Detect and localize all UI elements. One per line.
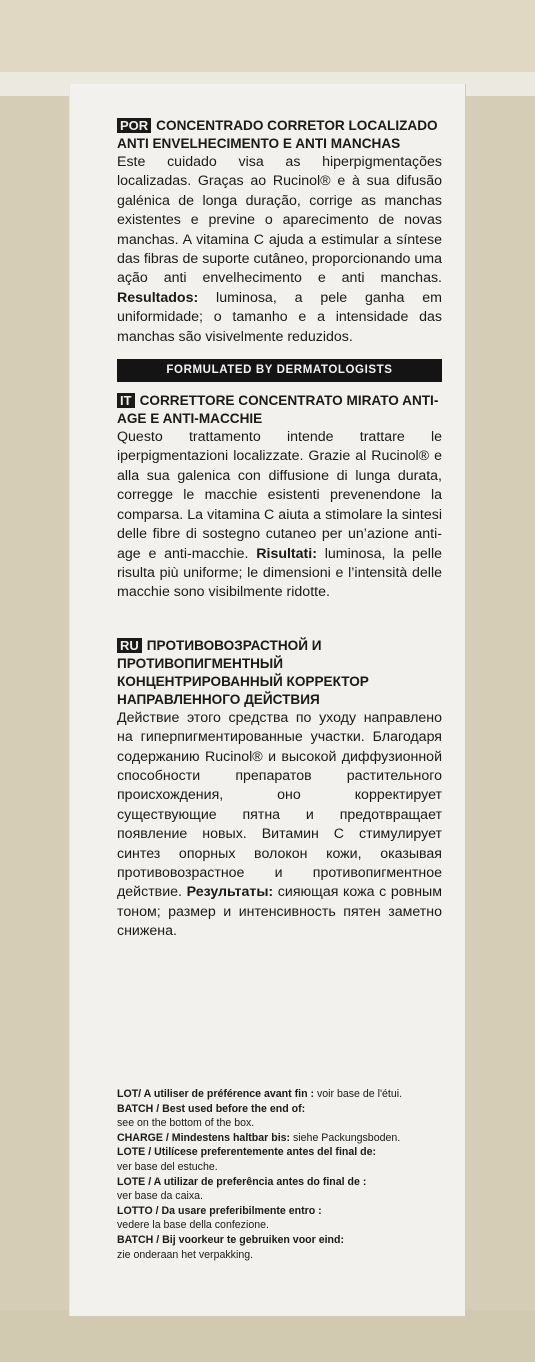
body-text: Действие этого средства по уходу направлено на гиперпигментированные участки. Благодаря содержанию Rucinol® и высокой диффузионной способности препаратов растительного происхождения, оно корректирует существующие пятна и предотвращает появление новых. Витамин С стимулирует синтез опорных волокон кожи, оказывая противовозрастное и противопигментное действие. (117, 709, 442, 901)
results-label: Resultados: (117, 289, 199, 306)
lot-line-it-label (117, 1204, 447, 1219)
lot-text-fr: voir base de l'étui. (314, 1088, 403, 1100)
body-text: Questo trattamento intende trattare le iperpigmentazioni localizzate. Grazie al Rucinol® e alla sua galenica con diffusione di lunga durata, corregge le macchie esistenti prevenendone la comparsa. La vitamina C aiuta a stimolare la sintesi delle fibre di sostegno cutaneo per un’azione anti-age e anti-macchie. (117, 429, 442, 562)
section-title (117, 392, 442, 428)
section-body (117, 709, 442, 942)
lot-label-it: LOTTO / Da usare preferibilmente entro : (117, 1204, 322, 1217)
lot-line-fr (117, 1087, 447, 1102)
lot-line-en-label (117, 1102, 447, 1117)
lot-label-nl: BATCH / Bij voorkeur te gebruiken voor eind: (117, 1233, 345, 1246)
lot-text-de: siehe Packungsboden. (290, 1131, 401, 1144)
results-text: сияющая кожа с ровным тоном; размер и интенсивность пятен заметно снижена. (117, 884, 442, 940)
language-tag-por: POR (117, 118, 151, 133)
box-bottom (0, 1310, 535, 1362)
section-body (117, 153, 442, 347)
results-label: Risultati: (256, 545, 317, 562)
section-title (117, 117, 442, 153)
lot-label-en: BATCH / Best used before the end of: (117, 1102, 306, 1115)
section-portuguese (117, 117, 442, 347)
lot-line-de (117, 1131, 447, 1146)
lot-line-nl-text: zie onderaan het verpakking. (117, 1248, 254, 1261)
label-content (117, 117, 442, 942)
section-title (117, 637, 442, 709)
lot-line-pt-text: ver base da caixa. (117, 1190, 203, 1203)
section-title-text: CONCENTRADO CORRETOR LOCALIZADO ANTI ENVELHECIMENTO E ANTI MANCHAS (117, 118, 438, 151)
section-russian (117, 637, 442, 942)
body-text: Este cuidado visa as hiperpigmentações localizadas. Graças ao Rucinol® e à sua difusão galénica de longa duração, corrige as manchas existentes e previne o aparecimento de novas manchas. A vitamina C ajuda a estimular a síntese das fibras de suporte cutâneo, proporcionando uma ação anti envelhecimento e anti manchas. (117, 154, 442, 287)
lot-label-es: LOTE / Utilícese preferentemente antes del final de: (117, 1146, 377, 1159)
lot-line-es-text: ver base del estuche. (117, 1160, 218, 1173)
lot-line-es-label (117, 1145, 447, 1160)
lot-label-fr: LOT/ A utiliser de préférence avant fin : (117, 1088, 315, 1100)
lot-label-pt: LOTE / A utilizar de preferência antes do final de : (117, 1175, 367, 1188)
section-body (117, 428, 442, 603)
lot-label-de: CHARGE / Mindestens haltbar bis: (117, 1131, 291, 1144)
results-text: luminosa, la pelle risulta più uniforme; le dimensioni e l’intensità delle macchie sono visibilmente ridotte. (117, 545, 442, 601)
results-label: Результаты: (186, 884, 274, 901)
lot-line-it-text: vedere la base della confezione. (117, 1219, 269, 1232)
lot-line-nl-label (117, 1233, 447, 1248)
language-tag-it: IT (117, 393, 135, 408)
language-tag-ru: RU (117, 638, 142, 653)
lot-line-pt-label (117, 1175, 447, 1190)
section-italian (117, 392, 442, 603)
formulated-banner: FORMULATED BY DERMATOLOGISTS (117, 359, 442, 382)
section-title-text: ПРОТИВОВОЗРАСТНОЙ И ПРОТИВОПИГМЕНТНЫЙ КОНЦЕНТРИРОВАННЫЙ КОРРЕКТОР НАПРАВЛЕННОГО ДЕЙСТВИЯ (117, 637, 369, 707)
results-text: luminosa, a pele ganha em uniformidade; o tamanho e a intensidade das manchas são visivelmente reduzidos. (117, 289, 442, 345)
section-title-text: CORRETTORE CONCENTRATO MIRATO ANTI-AGE E ANTI-MACCHIE (117, 393, 439, 427)
lot-batch-info (117, 1087, 447, 1262)
lot-line-en-text: see on the bottom of the box. (117, 1117, 255, 1130)
